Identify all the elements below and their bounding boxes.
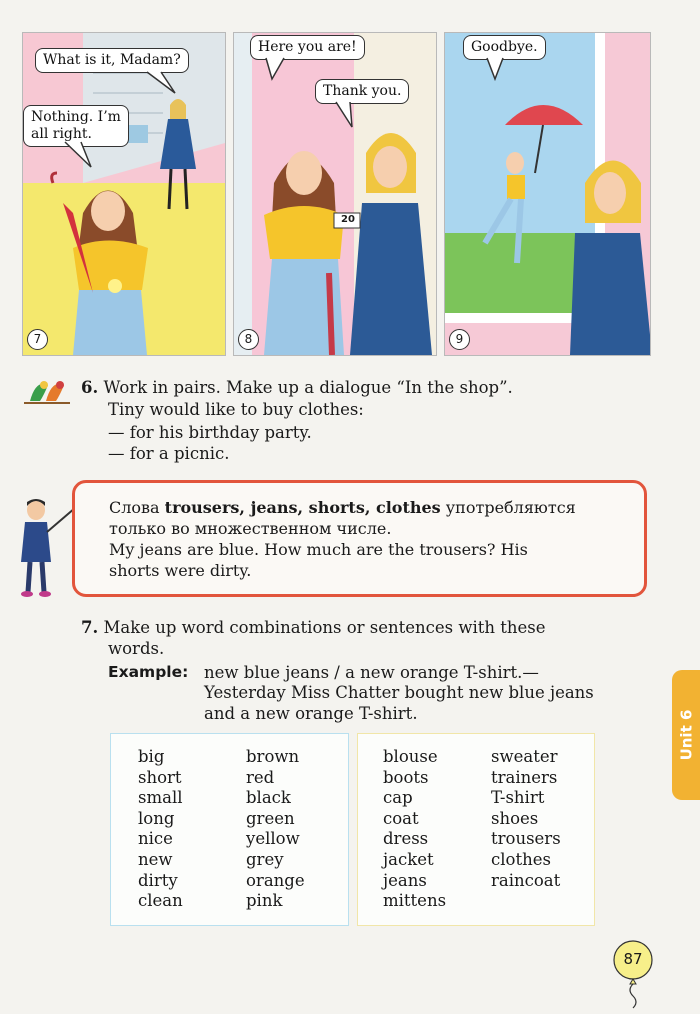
- note-text: употребляются: [440, 498, 576, 517]
- speech-bubble-thank-you: Thank you.: [315, 79, 409, 104]
- note-bold-words: trousers, jeans, shorts, clothes: [164, 498, 441, 517]
- word-item: sweater: [491, 747, 558, 766]
- word-item: brown: [246, 747, 300, 766]
- panel-9-illustration: [445, 33, 650, 355]
- word-item: cap: [383, 788, 413, 808]
- word-item: dress: [383, 829, 429, 849]
- banknote-value: 20: [341, 214, 355, 225]
- note-text: Слова: [109, 498, 165, 517]
- word-item: coat: [383, 808, 419, 828]
- comic-panel-8: [233, 32, 437, 356]
- bubble-tail: [63, 141, 103, 171]
- parrots-icon: [24, 375, 70, 407]
- word-item: grey: [246, 849, 284, 869]
- exercise-6-line: — for his birthday party.: [108, 423, 312, 442]
- exercise-7: [81, 617, 546, 638]
- bubble-tail: [334, 101, 364, 131]
- bubble-tail: [264, 57, 294, 83]
- exercise-6-line: Tiny would like to buy clothes:: [108, 400, 364, 419]
- word-item: jeans: [383, 870, 427, 890]
- word-item: trainers: [491, 767, 558, 787]
- unit-tab-label: Unit 6: [677, 709, 695, 761]
- panel-number: 9: [449, 329, 470, 350]
- exercise-6-line: — for a picnic.: [108, 444, 230, 463]
- word-item: long: [138, 808, 175, 828]
- word-item: raincoat: [491, 870, 561, 890]
- word-item: big: [138, 747, 165, 766]
- word-item: small: [138, 788, 183, 808]
- bubble-line: Nothing. I’m: [31, 109, 121, 125]
- speech-bubble-question: What is it, Madam?: [35, 48, 189, 73]
- exercise-7-line: words.: [108, 639, 165, 658]
- adjectives-column-1: [138, 747, 183, 912]
- exercise-number: 7.: [81, 618, 99, 637]
- unit-side-tab: [672, 670, 700, 800]
- exercise-number: 6.: [81, 378, 99, 397]
- comic-panel-9: [444, 32, 651, 356]
- adjectives-column-2: [246, 747, 305, 912]
- example-label: Example:: [108, 663, 189, 681]
- word-item: dirty: [138, 870, 178, 890]
- example-line: and a new orange T-shirt.: [204, 704, 418, 723]
- word-item: clothes: [491, 849, 551, 869]
- word-item: jacket: [383, 849, 434, 869]
- word-item: yellow: [246, 829, 300, 849]
- panel-number: 8: [238, 329, 259, 350]
- comic-panel-7: [22, 32, 226, 356]
- note-line-4: shorts were dirty.: [109, 561, 252, 580]
- speech-bubble-goodbye: Goodbye.: [463, 35, 546, 60]
- word-item: black: [246, 788, 291, 808]
- word-item: green: [246, 808, 295, 828]
- example-line: new blue jeans / a new orange T-shirt.—: [204, 663, 539, 682]
- bubble-line: all right.: [31, 126, 92, 142]
- exercise-text: Make up word combinations or sentences with these: [103, 618, 546, 637]
- word-item: pink: [246, 891, 283, 911]
- word-item: shoes: [491, 808, 539, 828]
- note-line-2: только во множественном числе.: [109, 519, 392, 538]
- word-item: red: [246, 767, 275, 787]
- word-item: clean: [138, 891, 183, 911]
- speech-bubble-here-you-are: Here you are!: [250, 35, 365, 60]
- note-line-3: My jeans are blue. How much are the trousers? His: [109, 540, 528, 559]
- bubble-tail: [485, 57, 515, 83]
- grammar-note-box: [72, 480, 647, 597]
- example-line: Yesterday Miss Chatter bought new blue jeans: [204, 683, 594, 702]
- word-item: new: [138, 849, 173, 869]
- clothes-column-1: [383, 747, 446, 912]
- word-item: short: [138, 767, 182, 787]
- note-line-1: [109, 497, 576, 518]
- exercise-text: Work in pairs. Make up a dialogue “In the shop”.: [103, 378, 513, 397]
- word-item: nice: [138, 829, 173, 849]
- word-item: mittens: [383, 891, 447, 911]
- word-item: orange: [246, 870, 305, 890]
- bubble-tail: [145, 71, 185, 97]
- exercise-6: [81, 377, 513, 398]
- word-item: T-shirt: [491, 788, 545, 808]
- unit-tab-label-wrap: [672, 670, 700, 800]
- word-item: trousers: [491, 829, 561, 849]
- clothes-column-2: [491, 747, 561, 891]
- page-number: 87: [623, 950, 643, 968]
- teacher-pointer-icon: [20, 498, 80, 598]
- word-item: boots: [383, 767, 429, 787]
- panel-7-illustration: [23, 33, 225, 355]
- word-item: blouse: [383, 747, 438, 766]
- panel-number: 7: [27, 329, 48, 350]
